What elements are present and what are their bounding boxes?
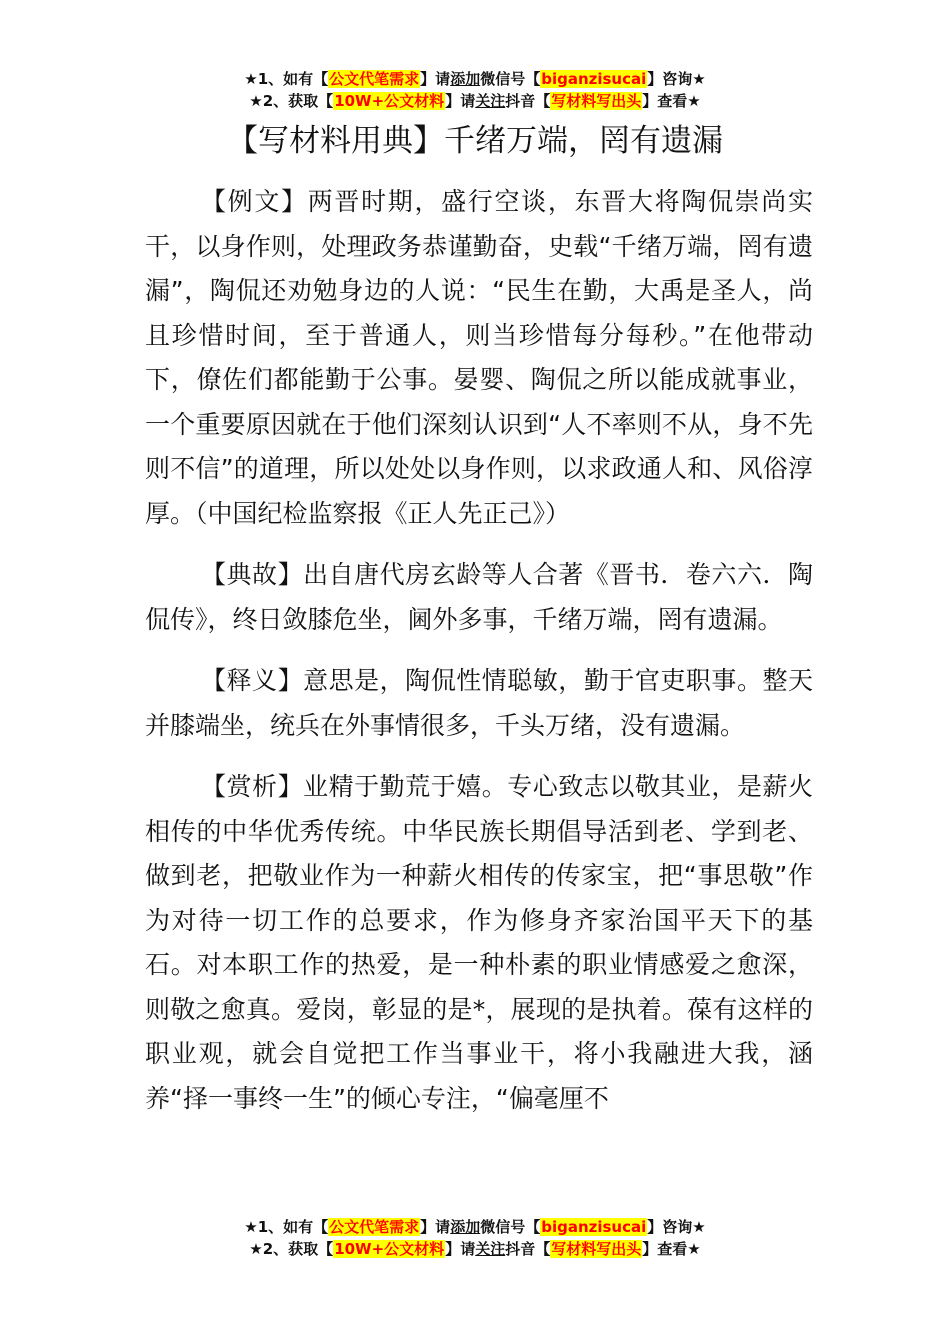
banner-line-2	[0, 1238, 950, 1260]
banner-line-1	[0, 1216, 950, 1238]
banner-text: 微信号【	[480, 1218, 541, 1236]
highlight-wechat-id: biganzisucai	[541, 70, 647, 88]
highlight-service: 公文代笔需求	[329, 1218, 420, 1236]
document-title: 【写材料用典】千绪万端，罔有遗漏	[227, 123, 723, 159]
paragraph-meaning: 【释义】意思是，陶侃性情聪敏，勤于官吏职事。整天并膝端坐，统兵在外事情很多，千头万绪，没有遗漏。	[145, 666, 813, 740]
banner-text: 】查看★	[642, 92, 701, 110]
banner-underlined-text: 添加	[450, 70, 481, 88]
banner-text: 】咨询★	[647, 1218, 706, 1236]
banner-text: 抖音【	[505, 92, 551, 110]
banner-text: 】请	[420, 1218, 451, 1236]
banner-text: 】查看★	[642, 1240, 701, 1258]
header-banner	[0, 68, 950, 112]
banner-text: 抖音【	[505, 1240, 551, 1258]
highlight-materials: 10W+公文材料	[334, 1240, 445, 1258]
banner-text: ★2、获取【	[249, 1240, 334, 1258]
banner-text: ★1、如有【	[244, 70, 329, 88]
highlight-douyin-account: 写材料写出头	[551, 1240, 642, 1258]
banner-text: 微信号【	[480, 70, 541, 88]
highlight-wechat-id: biganzisucai	[541, 1218, 647, 1236]
banner-text: ★1、如有【	[244, 1218, 329, 1236]
paragraph-allusion: 【典故】出自唐代房玄龄等人合著《晋书．卷六六．陶侃传》，终日敛膝危坐，阃外多事，千绪万端，罔有遗漏。	[145, 560, 813, 634]
document-body	[145, 180, 813, 1138]
banner-text: 】请	[445, 1240, 476, 1258]
banner-line-1	[0, 68, 950, 90]
banner-text: 】咨询★	[647, 70, 706, 88]
paragraph-analysis: 【赏析】业精于勤荒于嬉。专心致志以敬其业，是薪火相传的中华优秀传统。中华民族长期倡导活到老、学到老、做到老，把敬业作为一种薪火相传的传家宝，把“事思敬”作为对待一切工作的总要求，作为修身齐家治国平天下的基石。对本职工作的热爱，是一种朴素的职业情感爱之愈深，则敬之愈真。爱岗，彰显的是*，展现的是执着。葆有这样的职业观，就会自觉把工作当事业干，将小我融进大我，涵养“择一事终一生”的倾心专注，“偏毫厘不	[145, 772, 813, 1113]
banner-text: 】请	[420, 70, 451, 88]
highlight-douyin-account: 写材料写出头	[551, 92, 642, 110]
footer-banner	[0, 1216, 950, 1260]
banner-line-2	[0, 90, 950, 112]
banner-underlined-text: 添加	[450, 1218, 481, 1236]
banner-text: ★2、获取【	[249, 92, 334, 110]
highlight-materials: 10W+公文材料	[334, 92, 445, 110]
paragraph-example: 【例文】两晋时期，盛行空谈，东晋大将陶侃崇尚实干，以身作则，处理政务恭谨勤奋，史载“千绪万端，罔有遗漏”，陶侃还劝勉身边的人说：“民生在勤，大禹是圣人，尚且珍惜时间，至于普通人，则当珍惜每分每秒。”在他带动下，僚佐们都能勤于公事。晏婴、陶侃之所以能成就事业，一个重要原因就在于他们深刻认识到“人不率则不从，身不先则不信”的道理，所以处处以身作则，以求政通人和、风俗淳厚。（中国纪检监察报《正人先正己》）	[145, 187, 813, 528]
highlight-service: 公文代笔需求	[329, 70, 420, 88]
banner-underlined-text: 关注	[475, 92, 506, 110]
banner-text: 】请	[445, 92, 476, 110]
banner-underlined-text: 关注	[475, 1240, 506, 1258]
